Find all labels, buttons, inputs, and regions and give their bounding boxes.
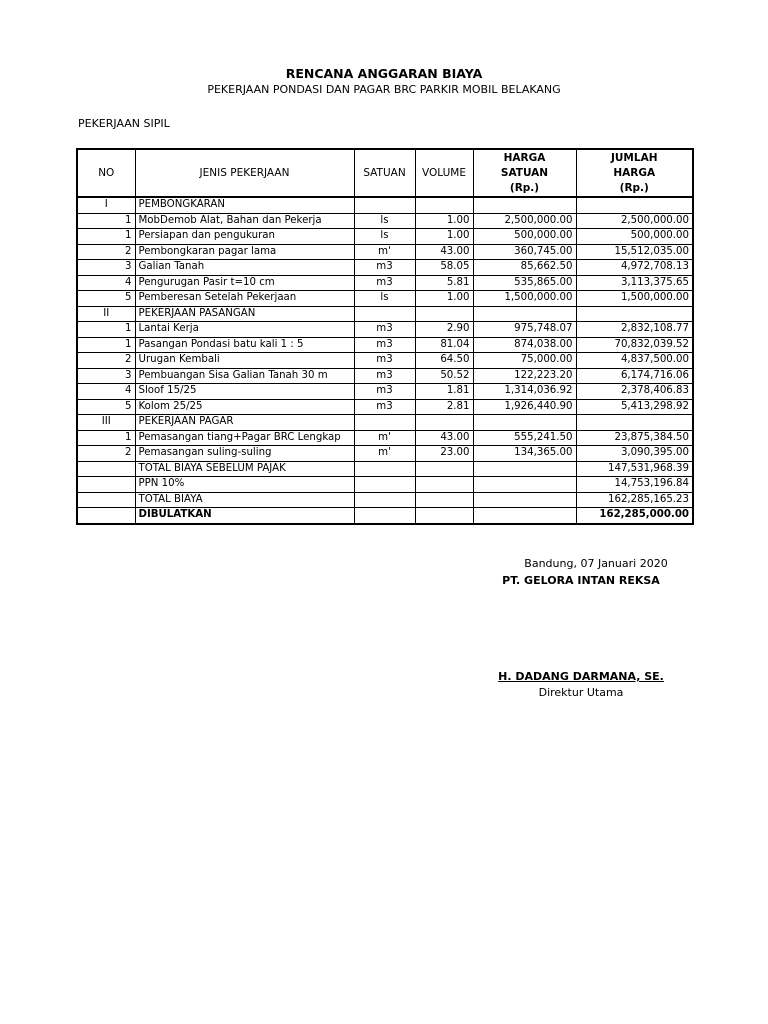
place-date: Bandung, 07 Januari 2020 — [524, 557, 668, 570]
group-name: PEKERJAAN PASANGAN — [135, 306, 354, 322]
summary-row — [77, 492, 693, 508]
group-no: II — [77, 306, 135, 322]
item-unit: m3 — [354, 368, 415, 384]
item-price: 975,748.07 — [473, 322, 576, 338]
item-price: 134,365.00 — [473, 446, 576, 462]
group-row — [77, 306, 693, 322]
item-volume: 1.81 — [415, 384, 473, 400]
item-unit: m3 — [354, 260, 415, 276]
item-unit: m3 — [354, 384, 415, 400]
budget-table — [76, 148, 694, 525]
item-unit: m3 — [354, 275, 415, 291]
item-unit: m3 — [354, 399, 415, 415]
table-header-row — [77, 149, 693, 197]
item-name: MobDemob Alat, Bahan dan Pekerja — [135, 213, 354, 229]
signer-name: H. DADANG DARMANA, SE. — [498, 670, 664, 683]
item-no: 2 — [77, 353, 135, 369]
item-name: Persiapan dan pengukuran — [135, 229, 354, 245]
item-total: 6,174,716.06 — [576, 368, 693, 384]
item-price: 122,223.20 — [473, 368, 576, 384]
col-header-harga-l2: SATUAN — [500, 166, 549, 179]
col-header-satuan: SATUAN — [354, 149, 415, 197]
item-price: 75,000.00 — [473, 353, 576, 369]
group-no: I — [77, 197, 135, 213]
item-no: 5 — [77, 399, 135, 415]
item-total: 2,832,108.77 — [576, 322, 693, 338]
item-unit: m3 — [354, 353, 415, 369]
item-total: 4,837,500.00 — [576, 353, 693, 369]
item-total: 70,832,039.52 — [576, 337, 693, 353]
summary-label: TOTAL BIAYA — [135, 492, 354, 508]
col-header-jenis: JENIS PEKERJAAN — [135, 149, 354, 197]
item-volume: 1.00 — [415, 213, 473, 229]
item-name: Kolom 25/25 — [135, 399, 354, 415]
item-no: 1 — [77, 322, 135, 338]
item-no: 1 — [77, 213, 135, 229]
item-total: 2,500,000.00 — [576, 213, 693, 229]
summary-value: 14,753,196.84 — [576, 477, 693, 493]
col-header-jumlah-l1: JUMLAH — [611, 151, 658, 164]
item-volume: 23.00 — [415, 446, 473, 462]
item-name: Pemasangan suling-suling — [135, 446, 354, 462]
section-label: PEKERJAAN SIPIL — [78, 117, 170, 130]
item-volume: 64.50 — [415, 353, 473, 369]
item-unit: ls — [354, 213, 415, 229]
item-no: 1 — [77, 430, 135, 446]
table-row — [77, 275, 693, 291]
item-volume: 2.90 — [415, 322, 473, 338]
summary-value: 162,285,165.23 — [576, 492, 693, 508]
table-row — [77, 368, 693, 384]
item-name: Pembongkaran pagar lama — [135, 244, 354, 260]
col-header-jumlah — [576, 149, 693, 197]
group-row — [77, 415, 693, 431]
col-header-harga-l1: HARGA — [503, 151, 546, 164]
item-total: 4,972,708.13 — [576, 260, 693, 276]
item-unit: ls — [354, 229, 415, 245]
summary-value: 147,531,968.39 — [576, 461, 693, 477]
item-name: Pembuangan Sisa Galian Tanah 30 m — [135, 368, 354, 384]
item-volume: 1.00 — [415, 291, 473, 307]
item-volume: 81.04 — [415, 337, 473, 353]
item-unit: m' — [354, 244, 415, 260]
col-header-harga — [473, 149, 576, 197]
item-volume: 1.00 — [415, 229, 473, 245]
summary-label: PPN 10% — [135, 477, 354, 493]
item-no: 4 — [77, 275, 135, 291]
item-name: Lantai Kerja — [135, 322, 354, 338]
item-name: Pasangan Pondasi batu kali 1 : 5 — [135, 337, 354, 353]
item-volume: 5.81 — [415, 275, 473, 291]
table-row — [77, 291, 693, 307]
item-total: 5,413,298.92 — [576, 399, 693, 415]
item-name: Galian Tanah — [135, 260, 354, 276]
item-volume: 2.81 — [415, 399, 473, 415]
summary-value: 162,285,000.00 — [576, 508, 693, 524]
item-price: 535,865.00 — [473, 275, 576, 291]
item-price: 85,662.50 — [473, 260, 576, 276]
table-row — [77, 384, 693, 400]
item-total: 1,500,000.00 — [576, 291, 693, 307]
summary-row — [77, 477, 693, 493]
item-no: 5 — [77, 291, 135, 307]
item-no: 1 — [77, 229, 135, 245]
table-row — [77, 229, 693, 245]
item-name: Pemasangan tiang+Pagar BRC Lengkap — [135, 430, 354, 446]
document-subtitle: PEKERJAAN PONDASI DAN PAGAR BRC PARKIR MOBIL BELAKANG — [207, 83, 561, 96]
col-header-no: NO — [77, 149, 135, 197]
table-row — [77, 337, 693, 353]
item-total: 3,113,375.65 — [576, 275, 693, 291]
company-name: PT. GELORA INTAN REKSA — [502, 574, 660, 587]
item-unit: m' — [354, 446, 415, 462]
item-volume: 43.00 — [415, 430, 473, 446]
item-price: 1,926,440.90 — [473, 399, 576, 415]
item-name: Urugan Kembali — [135, 353, 354, 369]
summary-row — [77, 461, 693, 477]
signer-position: Direktur Utama — [538, 686, 624, 699]
col-header-harga-l3: (Rp.) — [509, 181, 540, 194]
item-unit: m' — [354, 430, 415, 446]
col-header-jumlah-l2: HARGA — [613, 166, 656, 179]
table-row — [77, 446, 693, 462]
col-header-jumlah-l3: (Rp.) — [619, 181, 649, 194]
summary-label: DIBULATKAN — [135, 508, 354, 524]
item-no: 3 — [77, 368, 135, 384]
item-total: 2,378,406.83 — [576, 384, 693, 400]
item-price: 1,314,036.92 — [473, 384, 576, 400]
item-price: 2,500,000.00 — [473, 213, 576, 229]
item-price: 874,038.00 — [473, 337, 576, 353]
item-price: 555,241.50 — [473, 430, 576, 446]
table-row — [77, 213, 693, 229]
item-no: 2 — [77, 446, 135, 462]
item-name: Sloof 15/25 — [135, 384, 354, 400]
table-row — [77, 353, 693, 369]
item-no: 4 — [77, 384, 135, 400]
item-volume: 58.05 — [415, 260, 473, 276]
summary-row — [77, 508, 693, 524]
table-row — [77, 260, 693, 276]
table-row — [77, 430, 693, 446]
table-row — [77, 399, 693, 415]
item-price: 500,000.00 — [473, 229, 576, 245]
item-unit: m3 — [354, 337, 415, 353]
item-price: 1,500,000.00 — [473, 291, 576, 307]
item-name: Pemberesan Setelah Pekerjaan — [135, 291, 354, 307]
item-volume: 50.52 — [415, 368, 473, 384]
col-header-volume: VOLUME — [415, 149, 473, 197]
table-row — [77, 244, 693, 260]
item-total: 15,512,035.00 — [576, 244, 693, 260]
group-name: PEKERJAAN PAGAR — [135, 415, 354, 431]
group-name: PEMBONGKARAN — [135, 197, 354, 213]
group-no: III — [77, 415, 135, 431]
item-volume: 43.00 — [415, 244, 473, 260]
item-no: 2 — [77, 244, 135, 260]
table-row — [77, 322, 693, 338]
item-no: 1 — [77, 337, 135, 353]
group-row — [77, 197, 693, 213]
summary-label: TOTAL BIAYA SEBELUM PAJAK — [135, 461, 354, 477]
item-no: 3 — [77, 260, 135, 276]
item-name: Pengurugan Pasir t=10 cm — [135, 275, 354, 291]
item-total: 500,000.00 — [576, 229, 693, 245]
item-unit: ls — [354, 291, 415, 307]
item-total: 23,875,384.50 — [576, 430, 693, 446]
item-unit: m3 — [354, 322, 415, 338]
item-total: 3,090,395.00 — [576, 446, 693, 462]
item-price: 360,745.00 — [473, 244, 576, 260]
document-title: RENCANA ANGGARAN BIAYA — [285, 66, 483, 81]
